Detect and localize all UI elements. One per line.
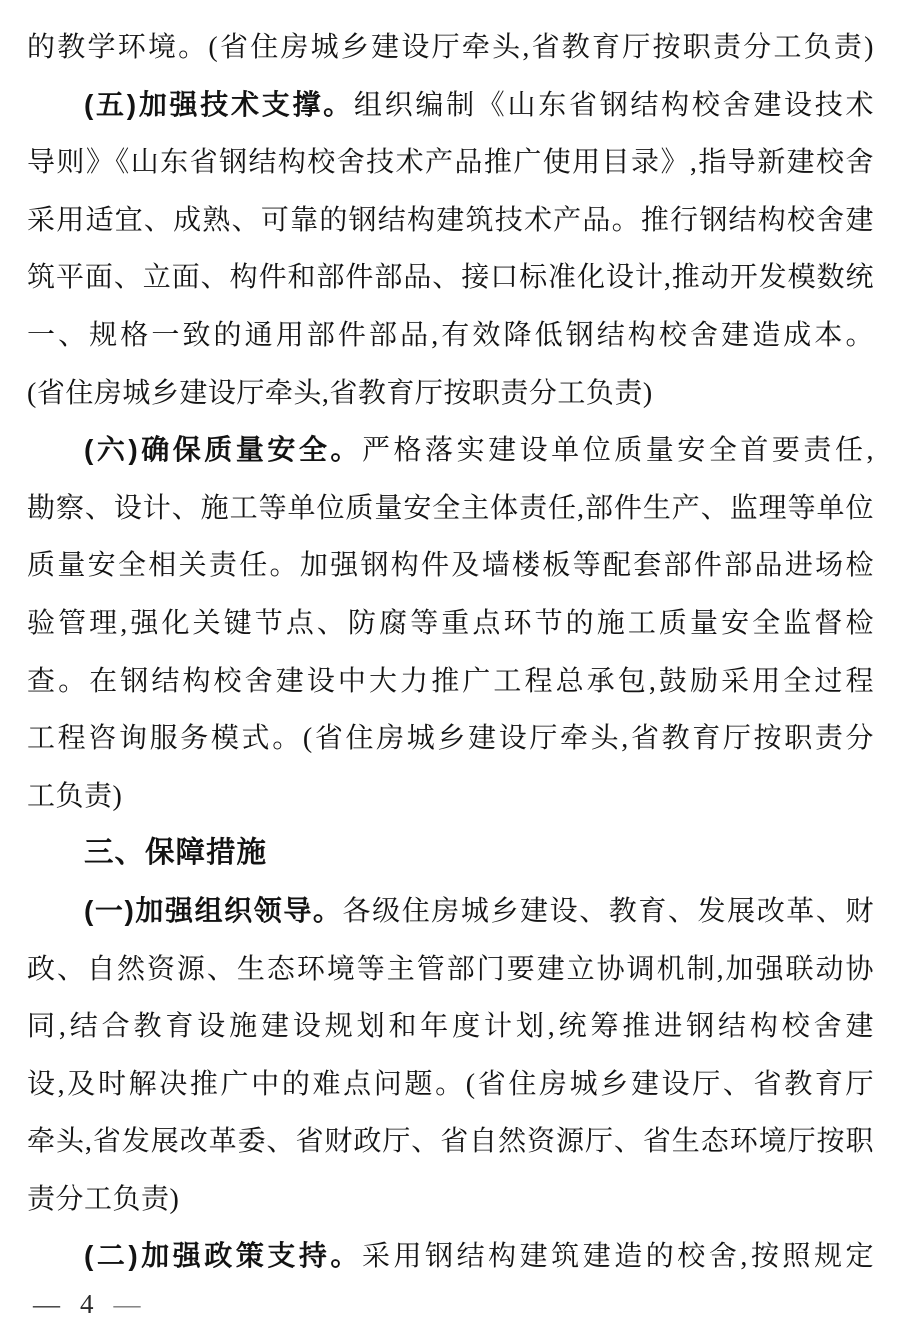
paragraph-lead: (五)加强技术支撑。 <box>84 88 354 120</box>
doc-line-3 <box>27 133 874 191</box>
line-text: 组织编制《山东省钢结构校舍建设技术 <box>353 89 874 121</box>
line-text: 采用适宜、成熟、可靠的钢结构建筑技术产品。推行钢结构校舍建 <box>27 204 874 236</box>
paragraph-lead: (六)确保质量安全。 <box>84 434 362 466</box>
page-footer <box>33 1284 141 1324</box>
line-text: (省住房城乡建设厅牵头,省教育厅按职责分工负责) <box>27 377 653 409</box>
doc-line-22 <box>27 1227 874 1285</box>
page-number: 4 <box>80 1289 94 1319</box>
line-text: 责分工负责) <box>27 1183 180 1215</box>
doc-line-2 <box>27 76 874 134</box>
line-text: 验管理,强化关键节点、防腐等重点环节的施工质量安全监督检 <box>27 607 874 639</box>
section-heading-text: 三、保障措施 <box>84 836 268 870</box>
document-body <box>27 18 874 1285</box>
doc-line-9 <box>27 479 874 537</box>
doc-line-20 <box>27 1112 874 1170</box>
doc-line-18 <box>27 997 874 1055</box>
doc-line-5 <box>27 248 874 306</box>
line-text: 工程咨询服务模式。(省住房城乡建设厅牵头,省教育厅按职责分 <box>27 723 874 755</box>
line-text: 政、自然资源、生态环境等主管部门要建立协调机制,加强联动协 <box>27 953 874 985</box>
line-text: 采用钢结构建筑建造的校舍,按照规定 <box>361 1241 874 1273</box>
line-text: 严格落实建设单位质量安全首要责任, <box>361 435 874 467</box>
line-text: 牵头,省发展改革委、省财政厅、省自然资源厅、省生态环境厅按职 <box>27 1126 874 1158</box>
doc-line-14 <box>27 767 874 825</box>
line-text: 各级住房城乡建设、教育、发展改革、财 <box>342 895 874 927</box>
paragraph-lead: (二)加强政策支持。 <box>84 1240 362 1272</box>
line-text: 查。在钢结构校舍建设中大力推广工程总承包,鼓励采用全过程 <box>27 665 874 697</box>
line-text: 工负责) <box>27 780 123 812</box>
line-text: 导则》《山东省钢结构校舍技术产品推广使用目录》,指导新建校舍 <box>27 147 874 179</box>
doc-line-4 <box>27 191 874 249</box>
doc-line-8 <box>27 421 874 479</box>
doc-line-17 <box>27 940 874 998</box>
line-text: 同,结合教育设施建设规划和年度计划,统筹推进钢结构校舍建 <box>27 1011 874 1043</box>
footer-dash-right: — <box>113 1289 141 1319</box>
footer-dash-left: — <box>33 1289 60 1319</box>
doc-line-7 <box>27 364 874 422</box>
doc-line-13 <box>27 709 874 767</box>
line-text: 勘察、设计、施工等单位质量安全主体责任,部件生产、监理等单位 <box>27 492 874 524</box>
section-heading <box>27 824 874 882</box>
line-text: 设,及时解决推广中的难点问题。(省住房城乡建设厅、省教育厅 <box>27 1068 874 1100</box>
doc-line-10 <box>27 536 874 594</box>
doc-line-6 <box>27 306 874 364</box>
paragraph-lead: (一)加强组织领导。 <box>84 894 343 926</box>
line-text: 的教学环境。(省住房城乡建设厅牵头,省教育厅按职责分工负责) <box>27 32 874 63</box>
line-text: 一、规格一致的通用部件部品,有效降低钢结构校舍建造成本。 <box>27 319 874 351</box>
doc-line-12 <box>27 652 874 710</box>
doc-line-11 <box>27 594 874 652</box>
doc-line-19 <box>27 1055 874 1113</box>
doc-line-21 <box>27 1170 874 1228</box>
doc-line-16 <box>27 882 874 940</box>
line-text: 质量安全相关责任。加强钢构件及墙楼板等配套部件部品进场检 <box>27 550 874 582</box>
line-text: 筑平面、立面、构件和部件部品、接口标准化设计,推动开发模数统 <box>27 262 874 294</box>
doc-line-1 <box>27 18 874 76</box>
